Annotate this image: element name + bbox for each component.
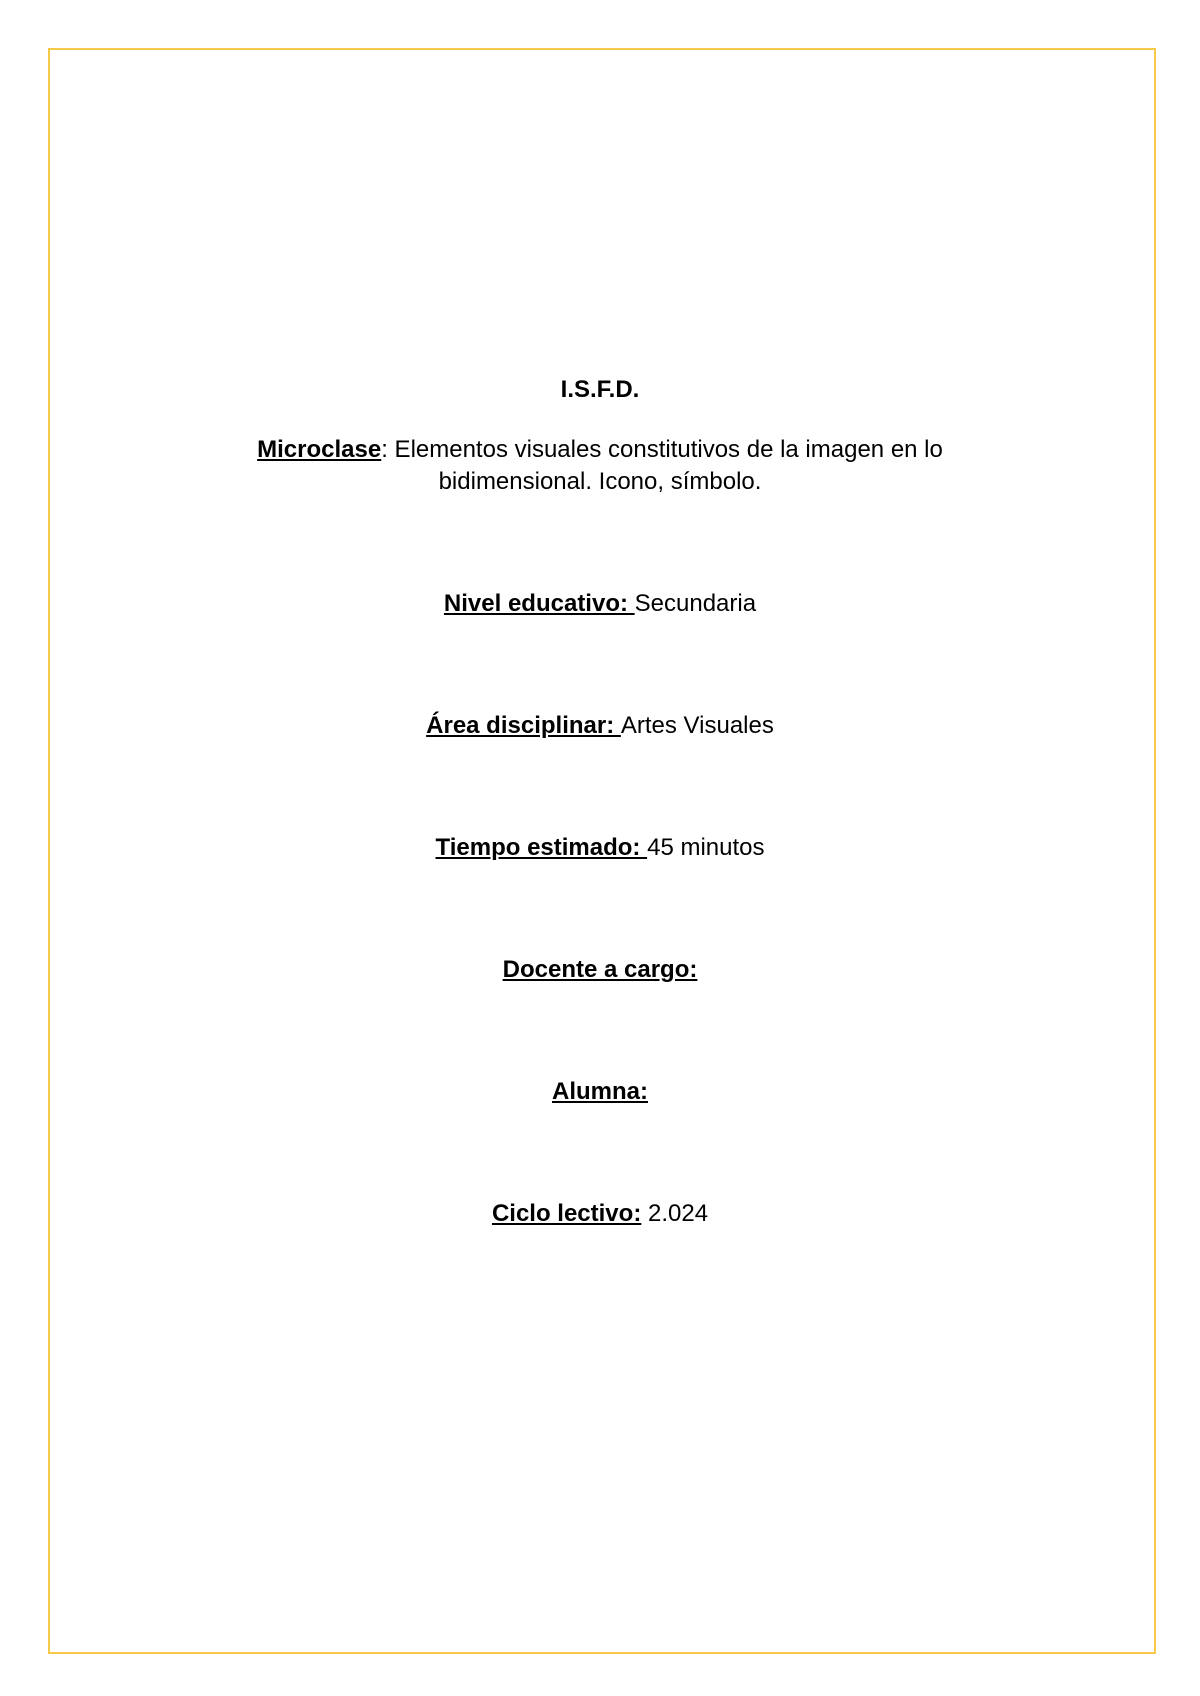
area-label: Área disciplinar: (426, 712, 621, 739)
microclase-line-2 (150, 466, 1050, 498)
ciclo-label: Ciclo lectivo: (491, 1200, 642, 1227)
ciclo-lectivo (150, 1198, 1050, 1230)
nivel-value: Secundaria (634, 590, 757, 617)
tiempo-value: 45 minutos (647, 834, 765, 861)
ciclo-value: 2.024 (641, 1200, 709, 1227)
microclase-separator: : (381, 436, 388, 463)
tiempo-label: Tiempo estimado: (435, 834, 648, 861)
area-value: Artes Visuales (620, 712, 774, 739)
institution-title: I.S.F.D. (560, 376, 640, 403)
alumna (150, 1076, 1050, 1108)
docente-a-cargo (150, 954, 1050, 986)
microclase-line-1 (150, 434, 1050, 466)
docente-label: Docente a cargo: (502, 956, 698, 983)
nivel-label: Nivel educativo: (443, 590, 635, 617)
area-disciplinar (150, 710, 1050, 742)
microclase-text-2: bidimensional. Icono, símbolo. (438, 468, 762, 495)
alumna-label: Alumna: (552, 1078, 648, 1105)
tiempo-estimado (150, 832, 1050, 864)
microclase-label: Microclase (257, 436, 382, 463)
nivel-educativo (150, 588, 1050, 620)
microclase-text-1: Elementos visuales constitutivos de la imagen en lo (387, 436, 943, 463)
